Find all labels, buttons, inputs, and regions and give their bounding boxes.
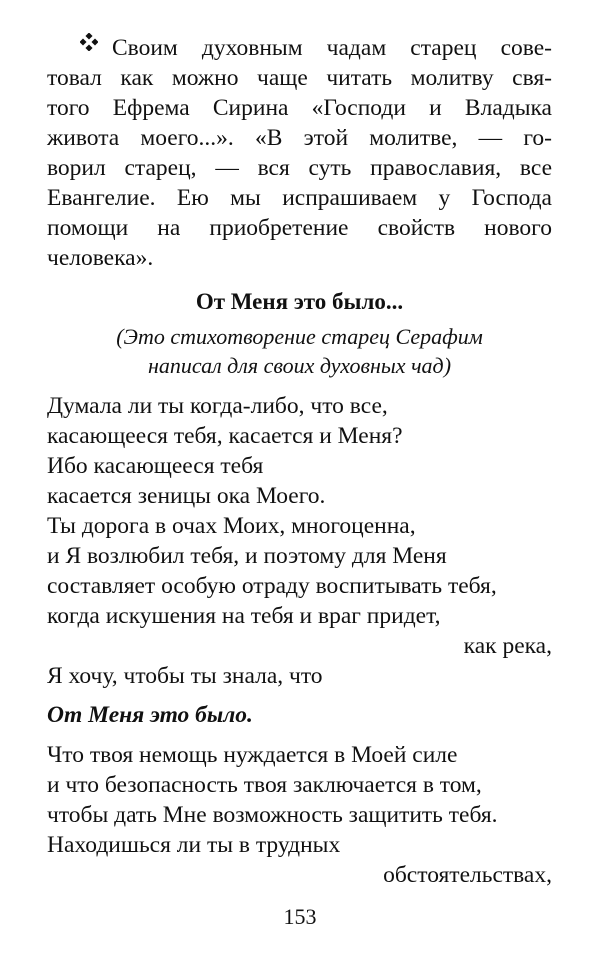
poem-line: Ибо касающееся тебя [47,453,264,479]
page-number: 153 [283,904,317,929]
poem-title: От Меня это было... [195,289,404,314]
poem-line: Ты дорога в очах Моих, многоценна, [47,513,416,539]
intro-line-1 [47,33,552,63]
intro-line-7: помощи на приобретение свойств нового [47,215,552,241]
poem-line: и что безопасность твоя заключается в том, [47,772,482,798]
poem-line: Я хочу, чтобы ты знала, что [47,663,323,689]
poem-subtitle-line-2: написал для своих духовных чад) [147,353,452,378]
poem-line: касается зеницы ока Моего. [47,483,326,509]
intro-text: Своим духовным чадам старец сове- [112,35,552,61]
poem-line: Находишься ли ты в трудных [47,832,341,858]
poem-line: составляет особую отраду воспитывать тебя, [47,573,497,599]
poem-line: Думала ли ты когда-либо, что все, [47,393,388,419]
poem-line-continuation: обстоятельствах, [383,862,552,888]
diamond-dots-icon [80,33,98,63]
intro-line-5: ворил старец, — вся суть православия, все [47,155,552,181]
poem-subtitle-line-1: (Это стихотворение старец Серафим [116,324,483,349]
poem-line-continuation: как река, [463,633,552,659]
intro-line-4: живота моего...». «В этой молитве, — го- [47,125,552,151]
poem-line: и Я возлюбил тебя, и поэтому для Меня [47,543,447,569]
poem-line: Что твоя немощь нуждается в Моей силе [47,742,458,768]
intro-line-2: товал как можно чаще читать молитву свя- [47,65,552,91]
poem-line: чтобы дать Мне возможность защитить тебя. [47,802,498,828]
intro-line-6: Евангелие. Ею мы испрашиваем у Господа [47,185,552,211]
poem-line: касающееся тебя, касается и Меня? [47,423,403,449]
poem-line: когда искушения на тебя и враг придет, [47,603,441,629]
poem-refrain: От Меня это было. [47,702,253,728]
intro-line-3: того Ефрема Сирина «Господи и Владыка [47,95,552,121]
intro-line-8: человека». [47,245,154,271]
